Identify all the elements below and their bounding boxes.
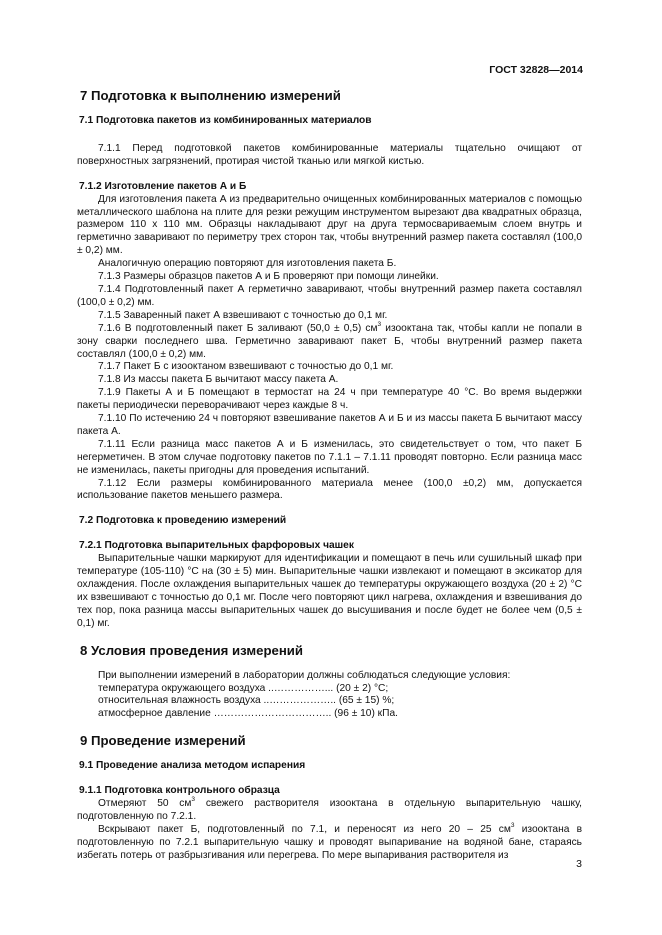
- paragraph-7-1-2-b: Аналогичную операцию повторяют для изготовления пакета Б.: [98, 258, 397, 270]
- cubic-superscript: 3: [377, 320, 382, 328]
- paragraph-7-1-8: 7.1.8 Из массы пакета Б вычитают массу пакета А.: [98, 374, 339, 386]
- section-7-title: 7 Подготовка к выполнению измерений: [80, 88, 341, 103]
- document-code: ГОСТ 32828—2014: [489, 64, 583, 76]
- paragraph-7-1-10: 7.1.10 По истечению 24 ч повторяют взвешивание пакетов А и Б и из массы пакета Б вычитают массу пакета А.: [77, 413, 582, 437]
- paragraph-7-1-3: 7.1.3 Размеры образцов пакетов А и Б проверяют при помощи линейки.: [98, 271, 439, 283]
- paragraph-9-1-1-a-post: свежего растворителя изооктана в отдельную выпарительную чашку, подготовленную по 7.2.1.: [77, 798, 582, 822]
- section-7-2-title: 7.2 Подготовка к проведению измерений: [79, 515, 287, 527]
- section-7-1-title: 7.1 Подготовка пакетов из комбинированных материалов: [79, 115, 372, 126]
- paragraph-7-1-6: [77, 320, 582, 362]
- cubic-superscript: 3: [510, 821, 515, 829]
- paragraph-7-1-7: 7.1.7 Пакет Б с изооктаном взвешивают с точностью до 0,1 мг.: [98, 361, 394, 373]
- paragraph-9-1-1-b-post: изооктана в подготовленную по 7.2.1 выпарительную чашку и проводят выпаривание на водяной бане, стараясь избегать потерь от разбрызгивания или перегрева. По мере выпаривания растворителя из: [77, 823, 583, 861]
- paragraph-7-1-4: 7.1.4 Подготовленный пакет А герметично заваривают, чтобы внутренний размер пакета составлял (100,0 ± 0,2) мм.: [77, 283, 582, 308]
- paragraph-7-1-1: 7.1.1 Перед подготовкой пакетов комбинированные материалы тщательно очищают от поверхностных загрязнений, протирая чистой тканью или мягкой кистью.: [77, 142, 582, 167]
- section-9-1-title: 9.1 Проведение анализа методом испарения: [79, 760, 306, 772]
- paragraph-7-1-11: 7.1.11 Если разница масс пакетов А и Б изменилась, это свидетельствует о том, что пакет Б негерметичен. В этом случае подготовку пакетов по 7.1.1 – 7.1.11 проводят повторно. Если разница масс не изменилась, пакеты пригодны для проведения испытаний.: [77, 438, 582, 476]
- paragraph-7-1-9: 7.1.9 Пакеты А и Б помещают в термостат на 24 ч при температуре 40 °С. Во время выдержки пакеты периодически переворачивают через каждые 8 ч.: [77, 387, 582, 412]
- condition-pressure: атмосферное давление …………………………….. (96 ± 10) кПа.: [98, 708, 398, 720]
- paragraph-9-1-1-b: [77, 821, 583, 863]
- paragraph-9-1-1-a-pre: Отмеряют 50 см: [98, 798, 192, 810]
- section-9-1-1-title: 9.1.1 Подготовка контрольного образца: [79, 785, 280, 797]
- paragraph-7-1-2-a: Для изготовления пакета А из предварительно очищенных комбинированных материалов с помощью металлического шаблона на плите для резки режущим инструментом вырезают два квадратных образца, размером 110 х 110 мм. Образцы накладывают друг на друга термосвариваемым слоем внутрь и герметично заваривают по периметру трех сторон так, чтобы внутренний размер пакета составлял (100,0 ± 0,2) мм.: [77, 193, 582, 257]
- paragraph-7-1-12: 7.1.12 Если размеры комбинированного материала менее (100,0 ±0,2) мм, допускается использование пакетов меньшего размера.: [77, 477, 582, 502]
- paragraph-9-1-1-a: [77, 798, 582, 824]
- paragraph-7-1-5: 7.1.5 Заваренный пакет А взвешивают с точностью до 0,1 мг.: [98, 309, 388, 321]
- page-content: [77, 88, 582, 863]
- paragraph-7-2-1: Выпарительные чашки маркируют для идентификации и помещают в печь или сушильный шкаф при температуре (105-110) °С на (30 ± 5) мин. Выпарительные чашки извлекают и помещают в эксикатор для охлаждения. После охлаждения выпарительных чашек до температуры окружающего воздуха (20 ± 2) °С их взвешивают с точностью до 0,1 мг. После чего повторяют цикл нагрева, охлаждения и взвешивания до тех пор, пока разница массы выпарительных чашек до высушивания и после будет не более чем (0,5 ± 0,1) мг.: [77, 553, 582, 629]
- section-7-1-2-title: 7.1.2 Изготовление пакетов А и Б: [79, 180, 247, 192]
- cubic-superscript: 3: [191, 796, 196, 804]
- section-8-title: 8 Условия проведения измерений: [80, 642, 304, 658]
- condition-temperature: температура окружающего воздуха ..……………... (20 ± 2) °С;: [98, 682, 389, 694]
- paragraph-7-1-6-pre: 7.1.6 В подготовленный пакет Б заливают (50,0 ± 0,5) см: [98, 322, 378, 334]
- paragraph-7-1-6-post: изооктана так, чтобы капли не попали в зону сварки последнего шва. Герметично заваривают пакет Б, чтобы внутренний размер пакета составлял (100,0 ± 0,2) мм.: [77, 322, 582, 360]
- condition-humidity: относительная влажность воздуха ..……………….. (65 ± 15) %;: [98, 695, 395, 707]
- page-number: 3: [576, 858, 582, 870]
- section-9-title: 9 Проведение измерений: [80, 733, 246, 749]
- paragraph-9-1-1-b-pre: Вскрывают пакет Б, подготовленный по 7.1, и переносят из него 20 – 25 см: [98, 823, 511, 835]
- section-7-2-1-title: 7.2.1 Подготовка выпарительных фарфоровых чашек: [79, 540, 354, 552]
- paragraph-8-intro: При выполнении измерений в лаборатории должны соблюдаться следующие условия:: [98, 669, 511, 681]
